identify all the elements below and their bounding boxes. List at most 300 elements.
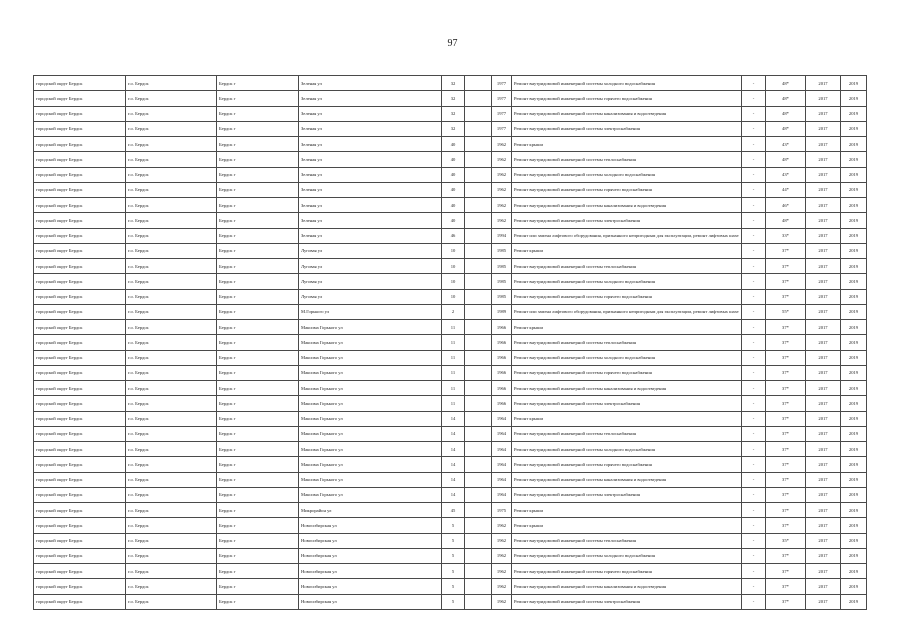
house-number-cell: 11 xyxy=(442,350,465,365)
building-cell xyxy=(465,320,492,335)
cost-cell: - xyxy=(742,381,766,396)
start-year-cell: 2017 xyxy=(806,564,841,579)
start-year-cell: 2017 xyxy=(806,503,841,518)
wear-percent-cell: 37* xyxy=(766,487,806,502)
wear-percent-cell: 37* xyxy=(766,381,806,396)
start-year-cell: 2017 xyxy=(806,350,841,365)
house-number-cell: 40 xyxy=(442,182,465,197)
table-row xyxy=(34,304,867,319)
building-cell xyxy=(465,243,492,258)
year-built-cell: 1989 xyxy=(492,304,512,319)
start-year-cell: 2017 xyxy=(806,182,841,197)
cost-cell: - xyxy=(742,228,766,243)
wear-percent-cell: 37* xyxy=(766,365,806,380)
year-built-cell: 1962 xyxy=(492,198,512,213)
table-row xyxy=(34,350,867,365)
year-built-cell: 1964 xyxy=(492,426,512,441)
settlement-cell: Бердск г xyxy=(217,76,299,91)
table-row xyxy=(34,472,867,487)
district-cell: г.о. Бердск xyxy=(126,518,217,533)
municipality-cell: городской округ Бердск xyxy=(34,182,126,197)
year-built-cell: 1962 xyxy=(492,594,512,609)
start-year-cell: 2017 xyxy=(806,304,841,319)
house-number-cell: 14 xyxy=(442,472,465,487)
house-number-cell: 10 xyxy=(442,259,465,274)
building-cell xyxy=(465,152,492,167)
wear-percent-cell: 48* xyxy=(766,91,806,106)
year-built-cell: 1977 xyxy=(492,106,512,121)
street-cell: Новосибирская ул xyxy=(299,579,442,594)
municipality-cell: городской округ Бердск xyxy=(34,304,126,319)
wear-percent-cell: 48* xyxy=(766,152,806,167)
end-year-cell: 2019 xyxy=(841,106,867,121)
wear-percent-cell: 48* xyxy=(766,121,806,136)
work-type-cell: Ремонт крыши xyxy=(512,503,742,518)
work-type-cell: Ремонт или замена лифтового оборудования, признанного непригодным для эксплуатации, ремонт лифтовых шахт xyxy=(512,304,742,319)
district-cell: г.о. Бердск xyxy=(126,548,217,563)
building-cell xyxy=(465,472,492,487)
year-built-cell: 1985 xyxy=(492,259,512,274)
table-row xyxy=(34,579,867,594)
year-built-cell: 1977 xyxy=(492,76,512,91)
street-cell: Новосибирская ул xyxy=(299,548,442,563)
street-cell: Зеленая ул xyxy=(299,152,442,167)
settlement-cell: Бердск г xyxy=(217,457,299,472)
end-year-cell: 2019 xyxy=(841,457,867,472)
municipality-cell: городской округ Бердск xyxy=(34,442,126,457)
district-cell: г.о. Бердск xyxy=(126,167,217,182)
table-row xyxy=(34,320,867,335)
house-number-cell: 11 xyxy=(442,396,465,411)
building-cell xyxy=(465,442,492,457)
work-type-cell: Ремонт внутридомовой инженерной системы канализования и водоотведения xyxy=(512,198,742,213)
cost-cell: - xyxy=(742,121,766,136)
house-number-cell: 40 xyxy=(442,167,465,182)
street-cell: Луговая ул xyxy=(299,274,442,289)
house-number-cell: 32 xyxy=(442,76,465,91)
settlement-cell: Бердск г xyxy=(217,91,299,106)
street-cell: Зеленая ул xyxy=(299,137,442,152)
district-cell: г.о. Бердск xyxy=(126,274,217,289)
house-number-cell: 14 xyxy=(442,426,465,441)
street-cell: Зеленая ул xyxy=(299,76,442,91)
building-cell xyxy=(465,487,492,502)
house-number-cell: 14 xyxy=(442,442,465,457)
municipality-cell: городской округ Бердск xyxy=(34,564,126,579)
table-row xyxy=(34,533,867,548)
table-row xyxy=(34,381,867,396)
table-row xyxy=(34,76,867,91)
building-cell xyxy=(465,564,492,579)
end-year-cell: 2019 xyxy=(841,213,867,228)
work-type-cell: Ремонт внутридомовой инженерной системы горячего водоснабжения xyxy=(512,289,742,304)
year-built-cell: 1966 xyxy=(492,396,512,411)
street-cell: Максима Горького ул xyxy=(299,335,442,350)
building-cell xyxy=(465,167,492,182)
street-cell: Максима Горького ул xyxy=(299,320,442,335)
house-number-cell: 10 xyxy=(442,243,465,258)
cost-cell: - xyxy=(742,564,766,579)
year-built-cell: 1962 xyxy=(492,213,512,228)
cost-cell: - xyxy=(742,350,766,365)
settlement-cell: Бердск г xyxy=(217,228,299,243)
settlement-cell: Бердск г xyxy=(217,503,299,518)
municipality-cell: городской округ Бердск xyxy=(34,426,126,441)
cost-cell: - xyxy=(742,243,766,258)
building-cell xyxy=(465,381,492,396)
year-built-cell: 1966 xyxy=(492,381,512,396)
district-cell: г.о. Бердск xyxy=(126,487,217,502)
street-cell: Новосибирская ул xyxy=(299,594,442,609)
cost-cell: - xyxy=(742,198,766,213)
start-year-cell: 2017 xyxy=(806,594,841,609)
district-cell: г.о. Бердск xyxy=(126,243,217,258)
start-year-cell: 2017 xyxy=(806,396,841,411)
district-cell: г.о. Бердск xyxy=(126,137,217,152)
start-year-cell: 2017 xyxy=(806,198,841,213)
cost-cell: - xyxy=(742,442,766,457)
table-row xyxy=(34,106,867,121)
table-row xyxy=(34,411,867,426)
work-type-cell: Ремонт внутридомовой инженерной системы холодного водоснабжения xyxy=(512,76,742,91)
street-cell: Луговая ул xyxy=(299,243,442,258)
settlement-cell: Бердск г xyxy=(217,304,299,319)
start-year-cell: 2017 xyxy=(806,320,841,335)
end-year-cell: 2019 xyxy=(841,396,867,411)
table-row xyxy=(34,198,867,213)
street-cell: Максима Горького ул xyxy=(299,457,442,472)
street-cell: Максима Горького ул xyxy=(299,350,442,365)
wear-percent-cell: 48* xyxy=(766,106,806,121)
start-year-cell: 2017 xyxy=(806,472,841,487)
end-year-cell: 2019 xyxy=(841,259,867,274)
start-year-cell: 2017 xyxy=(806,365,841,380)
cost-cell: - xyxy=(742,91,766,106)
cost-cell: - xyxy=(742,457,766,472)
work-type-cell: Ремонт внутридомовой инженерной системы электроснабжения xyxy=(512,594,742,609)
house-number-cell: 5 xyxy=(442,594,465,609)
start-year-cell: 2017 xyxy=(806,335,841,350)
work-type-cell: Ремонт внутридомовой инженерной системы электроснабжения xyxy=(512,213,742,228)
start-year-cell: 2017 xyxy=(806,274,841,289)
municipality-cell: городской округ Бердск xyxy=(34,396,126,411)
street-cell: Микрорайон ул xyxy=(299,503,442,518)
settlement-cell: Бердск г xyxy=(217,289,299,304)
street-cell: Максима Горького ул xyxy=(299,426,442,441)
building-cell xyxy=(465,91,492,106)
building-cell xyxy=(465,228,492,243)
settlement-cell: Бердск г xyxy=(217,396,299,411)
end-year-cell: 2019 xyxy=(841,335,867,350)
wear-percent-cell: 44* xyxy=(766,182,806,197)
settlement-cell: Бердск г xyxy=(217,548,299,563)
building-cell xyxy=(465,137,492,152)
start-year-cell: 2017 xyxy=(806,91,841,106)
building-cell xyxy=(465,579,492,594)
wear-percent-cell: 37* xyxy=(766,594,806,609)
building-cell xyxy=(465,106,492,121)
cost-cell: - xyxy=(742,365,766,380)
house-number-cell: 14 xyxy=(442,411,465,426)
street-cell: Зеленая ул xyxy=(299,91,442,106)
wear-percent-cell: 37* xyxy=(766,548,806,563)
year-built-cell: 1994 xyxy=(492,228,512,243)
house-number-cell: 5 xyxy=(442,533,465,548)
cost-cell: - xyxy=(742,594,766,609)
table-row xyxy=(34,426,867,441)
street-cell: Зеленая ул xyxy=(299,167,442,182)
settlement-cell: Бердск г xyxy=(217,213,299,228)
street-cell: Новосибирская ул xyxy=(299,518,442,533)
wear-percent-cell: 35* xyxy=(766,533,806,548)
municipality-cell: городской округ Бердск xyxy=(34,381,126,396)
end-year-cell: 2019 xyxy=(841,121,867,136)
cost-cell: - xyxy=(742,137,766,152)
building-cell xyxy=(465,396,492,411)
table-row xyxy=(34,365,867,380)
district-cell: г.о. Бердск xyxy=(126,442,217,457)
building-cell xyxy=(465,518,492,533)
end-year-cell: 2019 xyxy=(841,350,867,365)
district-cell: г.о. Бердск xyxy=(126,289,217,304)
table-row xyxy=(34,564,867,579)
street-cell: Новосибирская ул xyxy=(299,533,442,548)
house-number-cell: 5 xyxy=(442,579,465,594)
end-year-cell: 2019 xyxy=(841,411,867,426)
house-number-cell: 5 xyxy=(442,564,465,579)
building-cell xyxy=(465,548,492,563)
work-type-cell: Ремонт внутридомовой инженерной системы электроснабжения xyxy=(512,121,742,136)
table-row xyxy=(34,594,867,609)
end-year-cell: 2019 xyxy=(841,274,867,289)
end-year-cell: 2019 xyxy=(841,365,867,380)
municipality-cell: городской округ Бердск xyxy=(34,167,126,182)
start-year-cell: 2017 xyxy=(806,76,841,91)
end-year-cell: 2019 xyxy=(841,320,867,335)
start-year-cell: 2017 xyxy=(806,213,841,228)
end-year-cell: 2019 xyxy=(841,426,867,441)
cost-cell: - xyxy=(742,335,766,350)
year-built-cell: 1966 xyxy=(492,365,512,380)
municipality-cell: городской округ Бердск xyxy=(34,259,126,274)
municipality-cell: городской округ Бердск xyxy=(34,198,126,213)
work-type-cell: Ремонт внутридомовой инженерной системы канализования и водоотведения xyxy=(512,579,742,594)
table-row xyxy=(34,91,867,106)
work-type-cell: Ремонт внутридомовой инженерной системы холодного водоснабжения xyxy=(512,548,742,563)
district-cell: г.о. Бердск xyxy=(126,472,217,487)
table-row xyxy=(34,289,867,304)
settlement-cell: Бердск г xyxy=(217,381,299,396)
start-year-cell: 2017 xyxy=(806,533,841,548)
building-cell xyxy=(465,411,492,426)
settlement-cell: Бердск г xyxy=(217,182,299,197)
work-type-cell: Ремонт внутридомовой инженерной системы теплоснабжения xyxy=(512,426,742,441)
settlement-cell: Бердск г xyxy=(217,167,299,182)
start-year-cell: 2017 xyxy=(806,289,841,304)
year-built-cell: 1962 xyxy=(492,518,512,533)
end-year-cell: 2019 xyxy=(841,137,867,152)
district-cell: г.о. Бердск xyxy=(126,350,217,365)
street-cell: Зеленая ул xyxy=(299,182,442,197)
municipality-cell: городской округ Бердск xyxy=(34,350,126,365)
cost-cell: - xyxy=(742,396,766,411)
municipality-cell: городской округ Бердск xyxy=(34,472,126,487)
district-cell: г.о. Бердск xyxy=(126,76,217,91)
street-cell: Новосибирская ул xyxy=(299,564,442,579)
wear-percent-cell: 37* xyxy=(766,320,806,335)
start-year-cell: 2017 xyxy=(806,548,841,563)
end-year-cell: 2019 xyxy=(841,487,867,502)
work-type-cell: Ремонт внутридомовой инженерной системы электроснабжения xyxy=(512,487,742,502)
cost-cell: - xyxy=(742,304,766,319)
settlement-cell: Бердск г xyxy=(217,198,299,213)
municipality-cell: городской округ Бердск xyxy=(34,76,126,91)
settlement-cell: Бердск г xyxy=(217,594,299,609)
end-year-cell: 2019 xyxy=(841,243,867,258)
wear-percent-cell: 37* xyxy=(766,472,806,487)
district-cell: г.о. Бердск xyxy=(126,457,217,472)
house-number-cell: 11 xyxy=(442,365,465,380)
building-cell xyxy=(465,594,492,609)
table-row xyxy=(34,487,867,502)
settlement-cell: Бердск г xyxy=(217,579,299,594)
house-number-cell: 10 xyxy=(442,274,465,289)
municipality-cell: городской округ Бердск xyxy=(34,518,126,533)
start-year-cell: 2017 xyxy=(806,411,841,426)
house-number-cell: 10 xyxy=(442,289,465,304)
district-cell: г.о. Бердск xyxy=(126,320,217,335)
start-year-cell: 2017 xyxy=(806,228,841,243)
settlement-cell: Бердск г xyxy=(217,426,299,441)
table-row xyxy=(34,213,867,228)
work-type-cell: Ремонт внутридомовой инженерной системы теплоснабжения xyxy=(512,259,742,274)
cost-cell: - xyxy=(742,289,766,304)
district-cell: г.о. Бердск xyxy=(126,259,217,274)
work-type-cell: Ремонт внутридомовой инженерной системы горячего водоснабжения xyxy=(512,365,742,380)
district-cell: г.о. Бердск xyxy=(126,503,217,518)
wear-percent-cell: 37* xyxy=(766,350,806,365)
cost-cell: - xyxy=(742,579,766,594)
end-year-cell: 2019 xyxy=(841,289,867,304)
street-cell: Луговая ул xyxy=(299,259,442,274)
settlement-cell: Бердск г xyxy=(217,274,299,289)
wear-percent-cell: 37* xyxy=(766,289,806,304)
start-year-cell: 2017 xyxy=(806,152,841,167)
municipality-cell: городской округ Бердск xyxy=(34,152,126,167)
street-cell: Максима Горького ул xyxy=(299,472,442,487)
end-year-cell: 2019 xyxy=(841,594,867,609)
municipality-cell: городской округ Бердск xyxy=(34,228,126,243)
building-cell xyxy=(465,76,492,91)
municipality-cell: городской округ Бердск xyxy=(34,274,126,289)
house-number-cell: 32 xyxy=(442,91,465,106)
start-year-cell: 2017 xyxy=(806,381,841,396)
start-year-cell: 2017 xyxy=(806,579,841,594)
wear-percent-cell: 37* xyxy=(766,335,806,350)
house-number-cell: 5 xyxy=(442,548,465,563)
settlement-cell: Бердск г xyxy=(217,564,299,579)
settlement-cell: Бердск г xyxy=(217,350,299,365)
wear-percent-cell: 37* xyxy=(766,426,806,441)
building-cell xyxy=(465,213,492,228)
table-row xyxy=(34,137,867,152)
year-built-cell: 1977 xyxy=(492,91,512,106)
settlement-cell: Бердск г xyxy=(217,411,299,426)
cost-cell: - xyxy=(742,274,766,289)
district-cell: г.о. Бердск xyxy=(126,381,217,396)
year-built-cell: 1964 xyxy=(492,442,512,457)
wear-percent-cell: 46* xyxy=(766,198,806,213)
district-cell: г.о. Бердск xyxy=(126,213,217,228)
building-cell xyxy=(465,335,492,350)
district-cell: г.о. Бердск xyxy=(126,106,217,121)
wear-percent-cell: 37* xyxy=(766,503,806,518)
municipality-cell: городской округ Бердск xyxy=(34,548,126,563)
cost-cell: - xyxy=(742,167,766,182)
table-row xyxy=(34,457,867,472)
street-cell: Максима Горького ул xyxy=(299,411,442,426)
start-year-cell: 2017 xyxy=(806,121,841,136)
building-cell xyxy=(465,457,492,472)
building-cell xyxy=(465,198,492,213)
year-built-cell: 1964 xyxy=(492,411,512,426)
year-built-cell: 1966 xyxy=(492,320,512,335)
district-cell: г.о. Бердск xyxy=(126,182,217,197)
house-number-cell: 40 xyxy=(442,198,465,213)
table-row xyxy=(34,274,867,289)
year-built-cell: 1985 xyxy=(492,274,512,289)
house-number-cell: 5 xyxy=(442,518,465,533)
work-type-cell: Ремонт внутридомовой инженерной системы электроснабжения xyxy=(512,396,742,411)
house-number-cell: 2 xyxy=(442,304,465,319)
table-row xyxy=(34,503,867,518)
start-year-cell: 2017 xyxy=(806,518,841,533)
work-type-cell: Ремонт внутридомовой инженерной системы канализования и водоотведения xyxy=(512,381,742,396)
cost-cell: - xyxy=(742,472,766,487)
street-cell: Зеленая ул xyxy=(299,213,442,228)
street-cell: Максима Горького ул xyxy=(299,396,442,411)
street-cell: Зеленая ул xyxy=(299,228,442,243)
street-cell: Максима Горького ул xyxy=(299,365,442,380)
start-year-cell: 2017 xyxy=(806,442,841,457)
year-built-cell: 1985 xyxy=(492,243,512,258)
district-cell: г.о. Бердск xyxy=(126,411,217,426)
table-row xyxy=(34,228,867,243)
end-year-cell: 2019 xyxy=(841,76,867,91)
table-row xyxy=(34,243,867,258)
building-cell xyxy=(465,350,492,365)
work-type-cell: Ремонт внутридомовой инженерной системы канализования и водоотведения xyxy=(512,472,742,487)
wear-percent-cell: 33* xyxy=(766,228,806,243)
wear-percent-cell: 43* xyxy=(766,167,806,182)
table-row xyxy=(34,518,867,533)
settlement-cell: Бердск г xyxy=(217,487,299,502)
end-year-cell: 2019 xyxy=(841,152,867,167)
building-cell xyxy=(465,121,492,136)
year-built-cell: 1962 xyxy=(492,182,512,197)
municipality-cell: городской округ Бердск xyxy=(34,457,126,472)
district-cell: г.о. Бердск xyxy=(126,152,217,167)
district-cell: г.о. Бердск xyxy=(126,396,217,411)
end-year-cell: 2019 xyxy=(841,548,867,563)
house-number-cell: 40 xyxy=(442,152,465,167)
municipality-cell: городской округ Бердск xyxy=(34,320,126,335)
year-built-cell: 1964 xyxy=(492,487,512,502)
district-cell: г.о. Бердск xyxy=(126,198,217,213)
table-row xyxy=(34,152,867,167)
municipality-cell: городской округ Бердск xyxy=(34,579,126,594)
building-cell xyxy=(465,182,492,197)
